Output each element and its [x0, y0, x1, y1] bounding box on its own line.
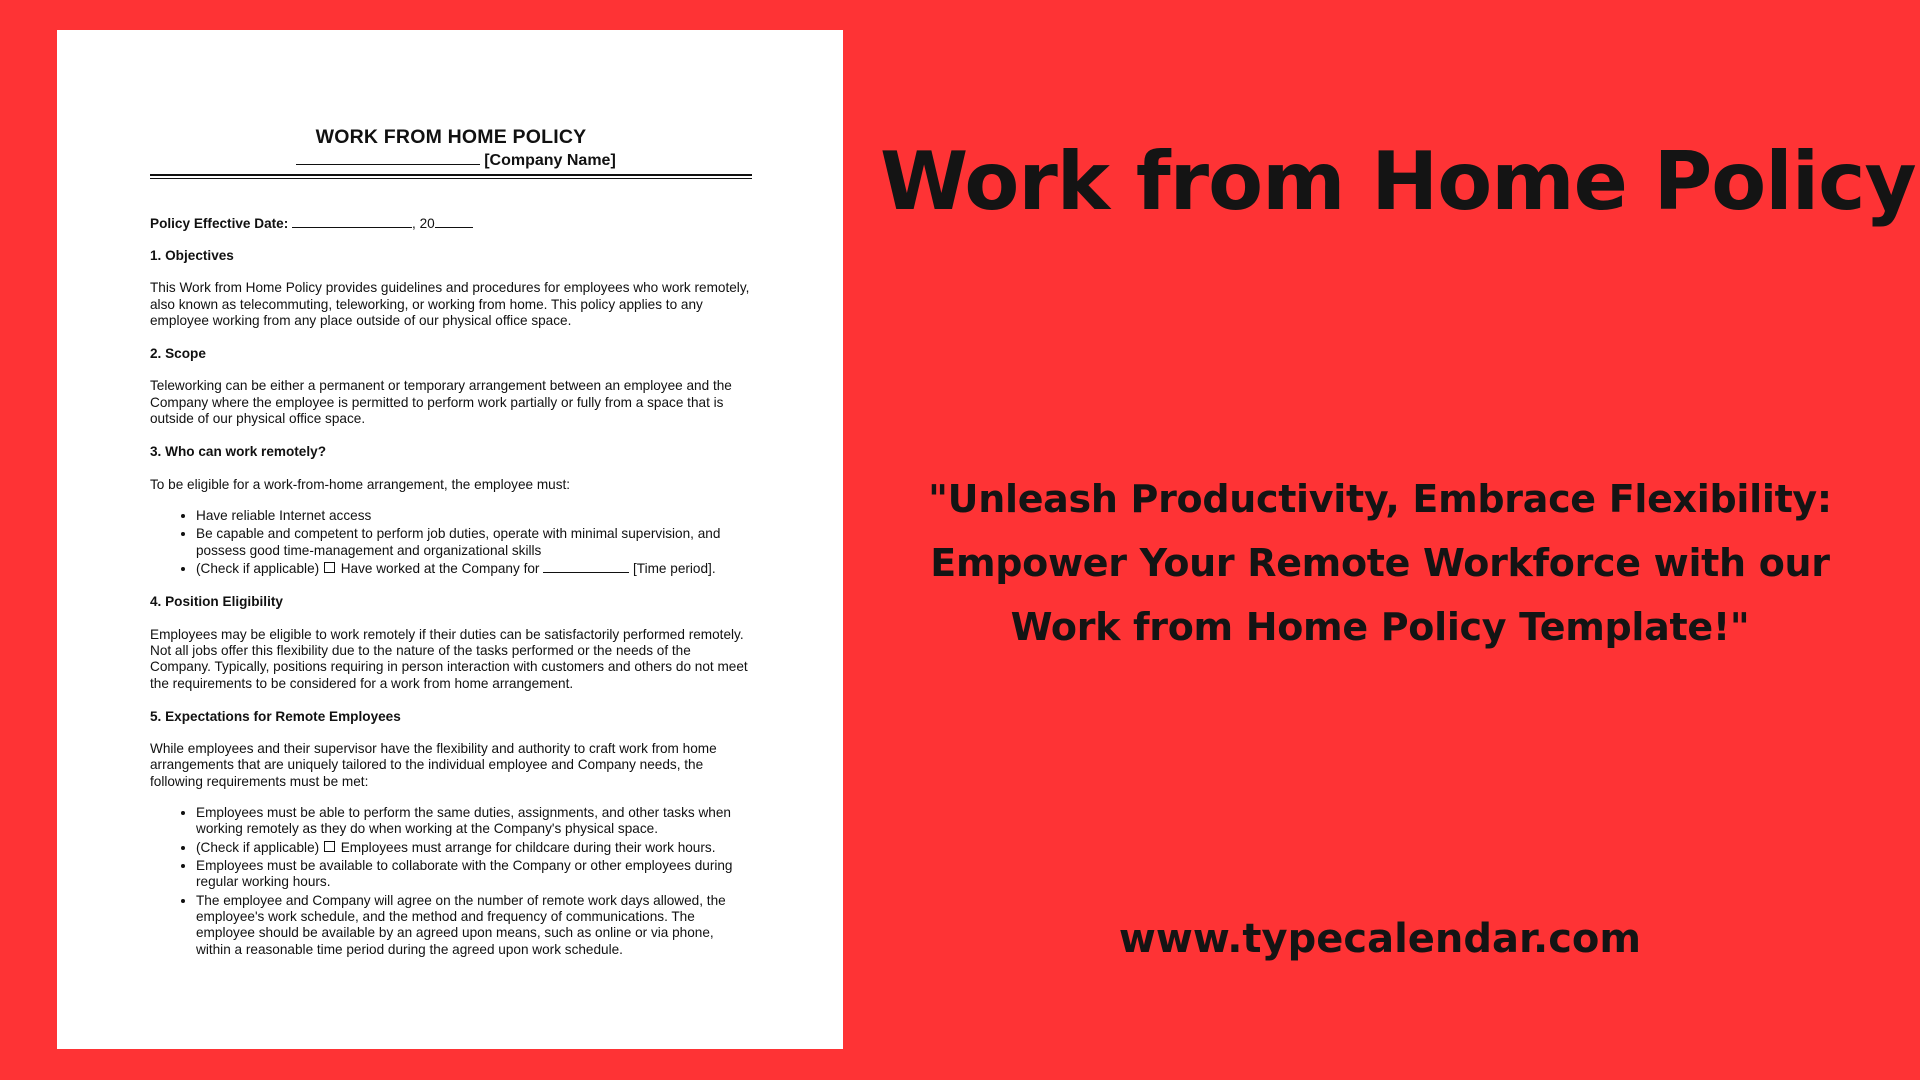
time-period-placeholder: [Time period].: [633, 560, 716, 576]
time-period-blank: [543, 562, 629, 573]
check-if-applicable-label: (Check if applicable): [196, 560, 320, 576]
effective-date-label: Policy Effective Date:: [150, 215, 289, 231]
section-paragraph-scope: Teleworking can be either a permanent or temporary arrangement between an employee and the Company where the employee is permitted to perform work partially or fully from a space that is outside of our physical office space.: [150, 378, 732, 427]
section-paragraph-expectations: While employees and their supervisor have the flexibility and authority to craft work from home arrangements that are uniquely tailored to the individual employee and Company needs, the following requirements must be met:: [150, 741, 717, 789]
tagline-line: "Unleash Productivity, Embrace Flexibility:: [928, 477, 1832, 521]
section-heading-objectives: 1. Objectives: [150, 247, 234, 263]
document-page: [57, 30, 843, 1049]
list-item: • Employees must be available to collaborate with the Company or other employees during regular working hours.: [196, 858, 752, 891]
title-divider: [150, 174, 752, 179]
list-item: [196, 561, 752, 577]
section-paragraph-eligibility-intro: To be eligible for a work-from-home arrangement, the employee must:: [150, 476, 571, 492]
list-item: • Employees must be able to perform the same duties, assignments, and other tasks when working remotely as they do when working at the Company's physical space.: [196, 805, 752, 838]
checkbox-icon[interactable]: [324, 841, 335, 852]
section-heading-position-eligibility: 4. Position Eligibility: [150, 594, 283, 610]
effective-date-blank: [292, 217, 412, 228]
section-paragraph-position-eligibility: Employees may be eligible to work remotely if their duties can be satisfactorily performed remotely. Not all jobs offer this flexibility due to the nature of the tasks performed or the needs of the Company. Typically, positions requiring in person interaction with customers and others do not meet the requirements to be considered for a work from home arrangement.: [150, 626, 748, 691]
checkbox-icon[interactable]: [324, 562, 335, 573]
section-heading-who-can-work-remotely: 3. Who can work remotely?: [150, 444, 327, 460]
section-heading-expectations: 5. Expectations for Remote Employees: [150, 708, 401, 724]
tagline-line: Work from Home Policy Template!": [1010, 605, 1750, 649]
list-item-text: Have worked at the Company for: [340, 560, 540, 576]
effective-date-year-blank: [435, 217, 473, 228]
section-paragraph-objectives: This Work from Home Policy provides guidelines and procedures for employees who work remotely, also known as telecommuting, teleworking, or working from home. This policy applies to any employee working from any place outside of our physical office space.: [150, 280, 750, 328]
promo-title: Work from Home Policy: [880, 135, 1916, 228]
policy-effective-date: [150, 216, 752, 232]
website-url[interactable]: www.typecalendar.com: [1118, 916, 1642, 962]
company-name-placeholder: [Company Name]: [484, 152, 616, 170]
section-heading-scope: 2. Scope: [150, 346, 206, 362]
company-name-field: [150, 151, 752, 170]
list-item: [196, 840, 752, 856]
list-item: • Have reliable Internet access: [196, 508, 752, 524]
check-if-applicable-label: (Check if applicable): [196, 839, 320, 855]
expectations-list: [150, 805, 752, 958]
list-item: • The employee and Company will agree on the number of remote work days allowed, the employee's work schedule, and the method and frequency of communications. The employee should be available by an agreed upon means, such as online or via phone, within a reasonable time period during the agreed upon work schedule.: [196, 893, 752, 958]
document-title: WORK FROM HOME POLICY: [315, 126, 587, 148]
list-item: • Be capable and competent to perform job duties, operate with minimal supervision, and possess good time-management and organizational skills: [196, 526, 752, 559]
company-name-blank: [296, 164, 480, 165]
effective-date-year-prefix: , 20: [412, 215, 435, 231]
promo-tagline: [880, 467, 1880, 659]
list-item-text: Employees must arrange for childcare during their work hours.: [340, 839, 716, 855]
tagline-line: Empower Your Remote Workforce with our: [930, 541, 1830, 585]
eligibility-list: [150, 508, 752, 577]
